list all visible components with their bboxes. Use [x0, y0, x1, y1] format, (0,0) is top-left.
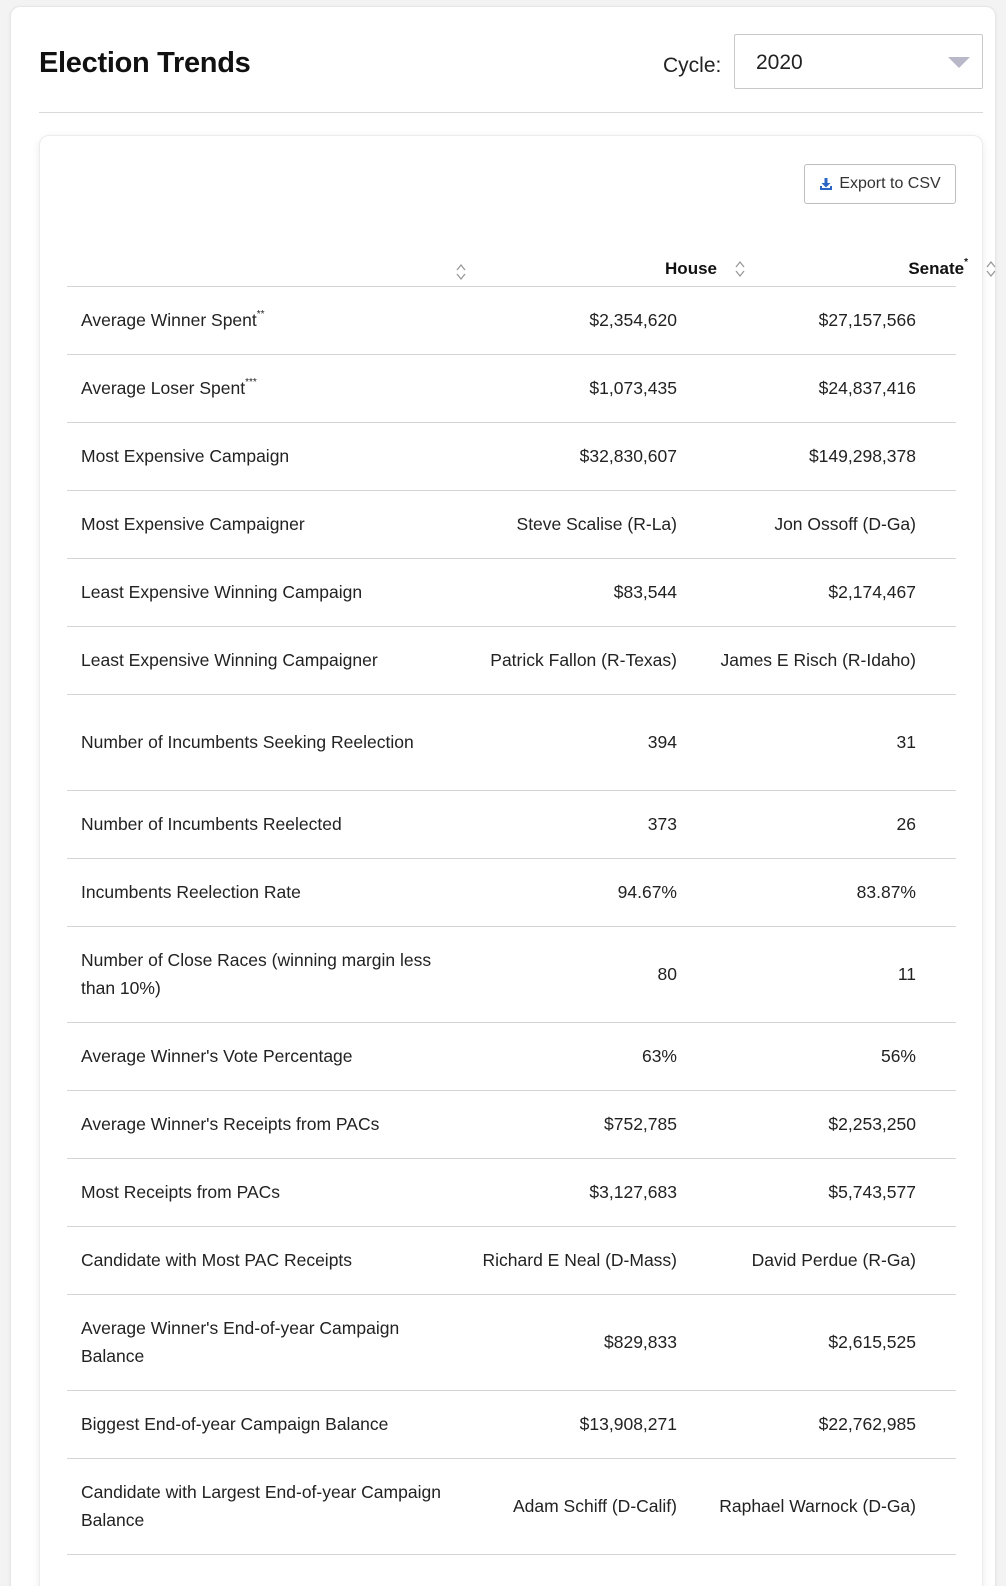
row-label: Candidate with Most PAC Receipts	[67, 1226, 466, 1294]
chevron-down-icon	[948, 57, 970, 68]
row-label: Average Loser Spent***	[67, 354, 466, 422]
house-value: 63%	[466, 1022, 711, 1090]
column-header-label: Senate*	[908, 257, 968, 278]
table-row	[67, 422, 956, 490]
senate-value: $22,762,985	[711, 1390, 956, 1458]
senate-value: Raphael Warnock (D-Ga)	[711, 1458, 956, 1554]
house-value: Steve Scalise (R-La)	[466, 490, 711, 558]
election-trends-table	[67, 252, 968, 1555]
house-value: $32,830,607	[466, 422, 711, 490]
row-label: Incumbents Reelection Rate	[67, 858, 466, 926]
table-row	[67, 790, 956, 858]
table-row	[67, 1022, 956, 1090]
row-label: Average Winner Spent**	[67, 286, 466, 354]
column-header-senate[interactable]	[711, 252, 968, 286]
row-label: Number of Close Races (winning margin less than 10%)	[67, 926, 466, 1022]
row-label: Most Expensive Campaigner	[67, 490, 466, 558]
sort-icon[interactable]	[986, 260, 996, 278]
column-header-metric[interactable]	[67, 252, 466, 286]
sort-icon[interactable]	[735, 260, 745, 278]
house-value: $2,354,620	[466, 286, 711, 354]
row-label: Average Winner's Vote Percentage	[67, 1022, 466, 1090]
house-value: $1,073,435	[466, 354, 711, 422]
trends-table-card	[39, 135, 983, 1586]
row-label: Biggest End-of-year Campaign Balance	[67, 1390, 466, 1458]
table-row	[67, 926, 956, 1022]
table-row	[67, 1458, 956, 1554]
export-csv-button[interactable]	[804, 164, 956, 204]
senate-value: $2,253,250	[711, 1090, 956, 1158]
table-row	[67, 694, 956, 790]
table-row	[67, 1390, 956, 1458]
table-row	[67, 858, 956, 926]
house-value: $13,908,271	[466, 1390, 711, 1458]
senate-value: 83.87%	[711, 858, 956, 926]
column-header-label: House	[665, 258, 717, 278]
house-value: $829,833	[466, 1294, 711, 1390]
cycle-selected-value: 2020	[756, 51, 803, 74]
senate-value: David Perdue (R-Ga)	[711, 1226, 956, 1294]
row-label: Most Expensive Campaign	[67, 422, 466, 490]
house-value: Adam Schiff (D-Calif)	[466, 1458, 711, 1554]
table-row	[67, 1158, 956, 1226]
download-icon	[819, 177, 833, 191]
table-row	[67, 626, 956, 694]
senate-value: $149,298,378	[711, 422, 956, 490]
house-value: Patrick Fallon (R-Texas)	[466, 626, 711, 694]
table-row	[67, 490, 956, 558]
row-label: Average Winner's End-of-year Campaign Balance	[67, 1294, 466, 1390]
page-header	[39, 33, 983, 113]
sort-icon[interactable]	[456, 263, 466, 281]
house-value: $752,785	[466, 1090, 711, 1158]
senate-value: $2,174,467	[711, 558, 956, 626]
senate-value: $2,615,525	[711, 1294, 956, 1390]
cycle-select[interactable]	[734, 34, 983, 89]
cycle-label: Cycle:	[663, 54, 722, 77]
table-row	[67, 1294, 956, 1390]
column-header-house[interactable]	[466, 252, 717, 286]
house-value: $3,127,683	[466, 1158, 711, 1226]
house-value: 94.67%	[466, 858, 711, 926]
house-value: $83,544	[466, 558, 711, 626]
senate-value: Jon Ossoff (D-Ga)	[711, 490, 956, 558]
page-title: Election Trends	[39, 47, 251, 79]
row-label: Number of Incumbents Seeking Reelection	[67, 694, 466, 790]
senate-value: 56%	[711, 1022, 956, 1090]
senate-value: $24,837,416	[711, 354, 956, 422]
page-card	[10, 6, 996, 1586]
row-label: Least Expensive Winning Campaigner	[67, 626, 466, 694]
row-label: Most Receipts from PACs	[67, 1158, 466, 1226]
table-header-row	[67, 252, 956, 286]
table-row	[67, 286, 956, 354]
house-value: 80	[466, 926, 711, 1022]
row-label: Least Expensive Winning Campaign	[67, 558, 466, 626]
house-value: 394	[466, 694, 711, 790]
row-label: Candidate with Largest End-of-year Campaign Balance	[67, 1458, 466, 1554]
export-csv-label: Export to CSV	[839, 175, 941, 192]
table-row	[67, 558, 956, 626]
senate-value: $5,743,577	[711, 1158, 956, 1226]
senate-value: $27,157,566	[711, 286, 956, 354]
senate-value: 26	[711, 790, 956, 858]
row-label: Average Winner's Receipts from PACs	[67, 1090, 466, 1158]
senate-value: 31	[711, 694, 956, 790]
house-value: 373	[466, 790, 711, 858]
table-row	[67, 1090, 956, 1158]
row-label: Number of Incumbents Reelected	[67, 790, 466, 858]
table-row	[67, 1226, 956, 1294]
senate-value: 11	[711, 926, 956, 1022]
senate-value: James E Risch (R-Idaho)	[711, 626, 956, 694]
house-value: Richard E Neal (D-Mass)	[466, 1226, 711, 1294]
table-row	[67, 354, 956, 422]
